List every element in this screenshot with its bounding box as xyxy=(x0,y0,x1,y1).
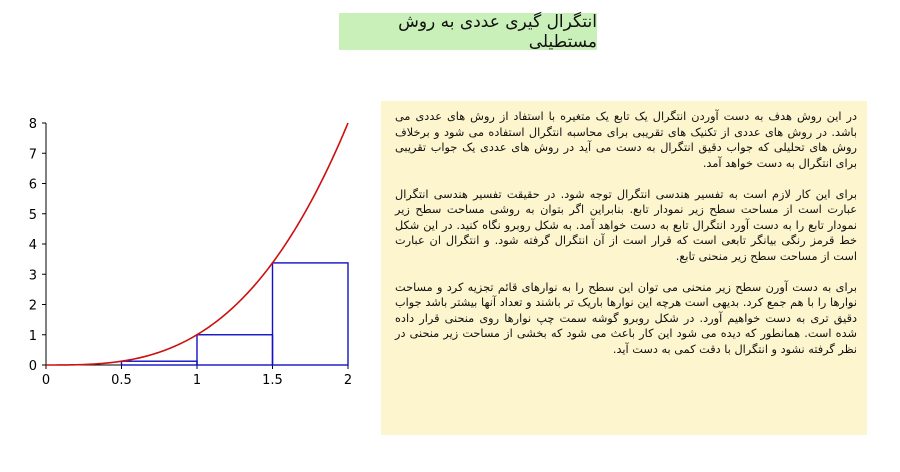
chart-axes xyxy=(29,117,352,388)
x-tick-label: 0.5 xyxy=(111,373,132,388)
y-tick-label: 2 xyxy=(28,298,37,314)
y-tick-label: 1 xyxy=(28,328,37,344)
paragraph-intro: در این روش هدف به دست آوردن انتگرال یک تابع یک متغیره با استفاد از روش های عددی می باشد. در روش های عددی از تکنیک های تقریبی برای محاسبه انتگرال استفاده می شود و برخلاف روش های تحلیلی که جواب دقیق انتگرال به دست می آید در روش های عددی یک جواب تقریبی برای انتگرال به دست خواهد آمد. xyxy=(395,110,857,170)
page-title: انتگرال گیری عددی به روش مستطیلی xyxy=(339,13,597,50)
strip-rectangle xyxy=(197,335,273,365)
x-tick-label: 2 xyxy=(343,373,353,388)
x-tick-label: 0 xyxy=(41,373,51,388)
y-tick-label: 6 xyxy=(28,177,37,193)
paragraph-geometry: برای این کار لازم است به تفسیر هندسی انتگرال توجه شود. در حقیقت تفسیر هندسی انتگرال عبارت است از مساحت سطح زیر نمودار تابع. بنابراین اگر بتوان به روشی مساحت سطح زیر نمودار تابع را به دست آورد انتگرال تابع به دست خواهد آمد. به شکل روبرو نگاه کنید. در این شکل خط قرمز رنگی بیانگر تابعی است که قرار است از آن انتگرال گرفته شود. و انتگرال ان عبارت است از مساحت سطح زیر منحنی تابع. xyxy=(395,187,857,263)
x-tick-label: 1.5 xyxy=(262,373,283,388)
y-tick-label: 7 xyxy=(28,147,37,163)
rectangle-rule-chart xyxy=(0,0,370,400)
chart-rectangles xyxy=(122,263,349,365)
y-tick-label: 4 xyxy=(28,238,37,253)
y-tick-label: 5 xyxy=(28,207,37,223)
y-tick-label: 0 xyxy=(28,359,37,374)
y-tick-label: 3 xyxy=(28,268,37,284)
paragraph-strips: برای به دست آورن سطح زیر منحنی می توان این سطح را به نوارهای قائم تجزیه کرد و مساحت نوارها را با هم جمع کرد. بدیهی است هرچه این نوارها باریک تر باشند و تعداد آنها بیشتر باشد جواب دقیق تری به دست خواهیم آورد. در شکل روبرو گوشه سمت چپ نوارها روی منحنی قرار داده شده است. همانطور که دیده می شود این کار باعث می شود که بخشی از مساحت زیر منحنی در نظر گرفته نشود و انتگرال با دقت کمی به دست آید. xyxy=(395,280,857,356)
y-tick-label: 8 xyxy=(28,117,37,132)
strip-rectangle xyxy=(273,263,349,365)
function-curve xyxy=(46,123,348,365)
explanation-panel xyxy=(381,101,867,435)
x-tick-label: 1 xyxy=(192,373,202,388)
strip-rectangle xyxy=(122,361,198,365)
